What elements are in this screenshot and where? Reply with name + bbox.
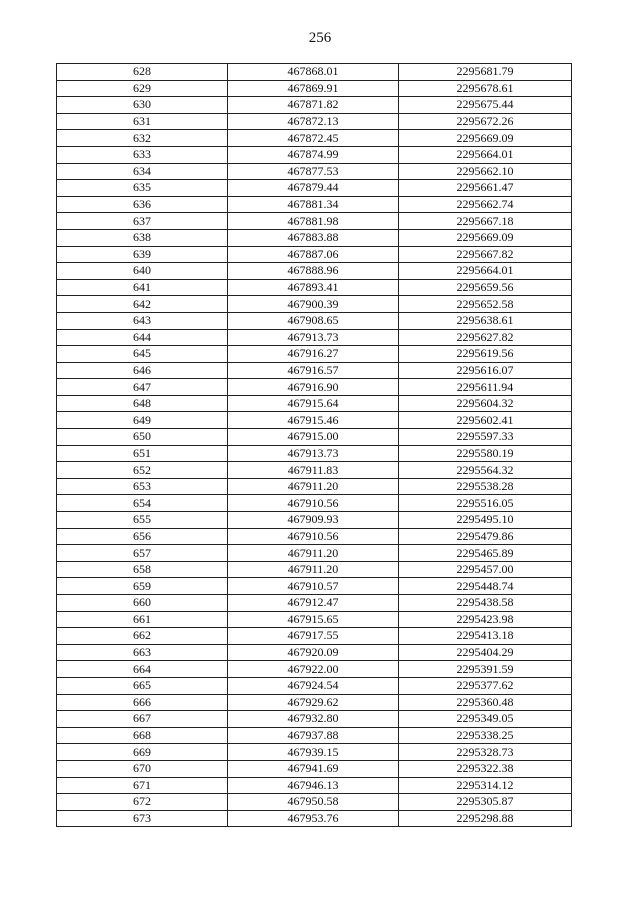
y-coordinate-cell: 2295664.01 — [399, 146, 572, 163]
x-coordinate-cell: 467883.88 — [228, 229, 399, 246]
point-number-cell: 630 — [57, 97, 228, 114]
y-coordinate-cell: 2295349.05 — [399, 711, 572, 728]
table-row — [57, 545, 572, 562]
y-coordinate-cell: 2295479.86 — [399, 528, 572, 545]
table-row — [57, 495, 572, 512]
point-number-cell: 649 — [57, 412, 228, 429]
x-coordinate-cell: 467929.62 — [228, 694, 399, 711]
point-number-cell: 645 — [57, 346, 228, 363]
x-coordinate-cell: 467939.15 — [228, 744, 399, 761]
x-coordinate-cell: 467910.57 — [228, 578, 399, 595]
table-row — [57, 794, 572, 811]
point-number-cell: 637 — [57, 213, 228, 230]
y-coordinate-cell: 2295538.28 — [399, 478, 572, 495]
x-coordinate-cell: 467911.83 — [228, 462, 399, 479]
page-number: 256 — [308, 30, 332, 46]
table-row — [57, 279, 572, 296]
x-coordinate-cell: 467913.73 — [228, 329, 399, 346]
table-row — [57, 528, 572, 545]
y-coordinate-cell: 2295597.33 — [399, 429, 572, 446]
point-number-cell: 657 — [57, 545, 228, 562]
table-row — [57, 64, 572, 81]
x-coordinate-cell: 467871.82 — [228, 97, 399, 114]
table-row — [57, 677, 572, 694]
point-number-cell: 673 — [57, 810, 228, 827]
y-coordinate-cell: 2295580.19 — [399, 445, 572, 462]
coordinates-table — [56, 63, 572, 827]
table-row — [57, 561, 572, 578]
x-coordinate-cell: 467922.00 — [228, 661, 399, 678]
point-number-cell: 628 — [57, 64, 228, 81]
table-row — [57, 246, 572, 263]
x-coordinate-cell: 467911.20 — [228, 561, 399, 578]
table-row — [57, 346, 572, 363]
y-coordinate-cell: 2295516.05 — [399, 495, 572, 512]
table-row — [57, 180, 572, 197]
point-number-cell: 636 — [57, 196, 228, 213]
y-coordinate-cell: 2295604.32 — [399, 395, 572, 412]
point-number-cell: 642 — [57, 296, 228, 313]
y-coordinate-cell: 2295611.94 — [399, 379, 572, 396]
y-coordinate-cell: 2295667.18 — [399, 213, 572, 230]
table-row — [57, 163, 572, 180]
x-coordinate-cell: 467874.99 — [228, 146, 399, 163]
table-row — [57, 462, 572, 479]
y-coordinate-cell: 2295314.12 — [399, 777, 572, 794]
table-row — [57, 312, 572, 329]
y-coordinate-cell: 2295669.09 — [399, 229, 572, 246]
y-coordinate-cell: 2295338.25 — [399, 727, 572, 744]
x-coordinate-cell: 467924.54 — [228, 677, 399, 694]
point-number-cell: 644 — [57, 329, 228, 346]
point-number-cell: 669 — [57, 744, 228, 761]
x-coordinate-cell: 467937.88 — [228, 727, 399, 744]
x-coordinate-cell: 467920.09 — [228, 644, 399, 661]
point-number-cell: 639 — [57, 246, 228, 263]
y-coordinate-cell: 2295457.00 — [399, 561, 572, 578]
x-coordinate-cell: 467941.69 — [228, 760, 399, 777]
point-number-cell: 661 — [57, 611, 228, 628]
table-row — [57, 512, 572, 529]
table-row — [57, 595, 572, 612]
y-coordinate-cell: 2295298.88 — [399, 810, 572, 827]
y-coordinate-cell: 2295602.41 — [399, 412, 572, 429]
x-coordinate-cell: 467912.47 — [228, 595, 399, 612]
x-coordinate-cell: 467909.93 — [228, 512, 399, 529]
point-number-cell: 631 — [57, 113, 228, 130]
x-coordinate-cell: 467915.64 — [228, 395, 399, 412]
point-number-cell: 655 — [57, 512, 228, 529]
point-number-cell: 646 — [57, 362, 228, 379]
table-row — [57, 760, 572, 777]
table-row — [57, 113, 572, 130]
x-coordinate-cell: 467915.00 — [228, 429, 399, 446]
point-number-cell: 652 — [57, 462, 228, 479]
y-coordinate-cell: 2295652.58 — [399, 296, 572, 313]
x-coordinate-cell: 467908.65 — [228, 312, 399, 329]
y-coordinate-cell: 2295322.38 — [399, 760, 572, 777]
y-coordinate-cell: 2295495.10 — [399, 512, 572, 529]
y-coordinate-cell: 2295664.01 — [399, 263, 572, 280]
point-number-cell: 668 — [57, 727, 228, 744]
point-number-cell: 660 — [57, 595, 228, 612]
x-coordinate-cell: 467910.56 — [228, 528, 399, 545]
point-number-cell: 667 — [57, 711, 228, 728]
y-coordinate-cell: 2295619.56 — [399, 346, 572, 363]
table-row — [57, 445, 572, 462]
x-coordinate-cell: 467879.44 — [228, 180, 399, 197]
point-number-cell: 651 — [57, 445, 228, 462]
y-coordinate-cell: 2295659.56 — [399, 279, 572, 296]
y-coordinate-cell: 2295662.74 — [399, 196, 572, 213]
x-coordinate-cell: 467869.91 — [228, 80, 399, 97]
y-coordinate-cell: 2295360.48 — [399, 694, 572, 711]
x-coordinate-cell: 467877.53 — [228, 163, 399, 180]
x-coordinate-cell: 467893.41 — [228, 279, 399, 296]
point-number-cell: 671 — [57, 777, 228, 794]
coordinates-table-body — [57, 64, 572, 827]
point-number-cell: 663 — [57, 644, 228, 661]
y-coordinate-cell: 2295564.32 — [399, 462, 572, 479]
y-coordinate-cell: 2295328.73 — [399, 744, 572, 761]
y-coordinate-cell: 2295678.61 — [399, 80, 572, 97]
table-row — [57, 412, 572, 429]
point-number-cell: 632 — [57, 130, 228, 147]
table-row — [57, 130, 572, 147]
x-coordinate-cell: 467887.06 — [228, 246, 399, 263]
table-row — [57, 196, 572, 213]
x-coordinate-cell: 467881.98 — [228, 213, 399, 230]
table-row — [57, 711, 572, 728]
y-coordinate-cell: 2295404.29 — [399, 644, 572, 661]
point-number-cell: 659 — [57, 578, 228, 595]
x-coordinate-cell: 467946.13 — [228, 777, 399, 794]
y-coordinate-cell: 2295675.44 — [399, 97, 572, 114]
point-number-cell: 643 — [57, 312, 228, 329]
y-coordinate-cell: 2295627.82 — [399, 329, 572, 346]
x-coordinate-cell: 467915.46 — [228, 412, 399, 429]
x-coordinate-cell: 467872.13 — [228, 113, 399, 130]
x-coordinate-cell: 467868.01 — [228, 64, 399, 81]
x-coordinate-cell: 467916.90 — [228, 379, 399, 396]
y-coordinate-cell: 2295448.74 — [399, 578, 572, 595]
table-row — [57, 296, 572, 313]
x-coordinate-cell: 467910.56 — [228, 495, 399, 512]
y-coordinate-cell: 2295438.58 — [399, 595, 572, 612]
table-row — [57, 644, 572, 661]
point-number-cell: 653 — [57, 478, 228, 495]
point-number-cell: 650 — [57, 429, 228, 446]
table-row — [57, 810, 572, 827]
point-number-cell: 647 — [57, 379, 228, 396]
table-row — [57, 146, 572, 163]
table-row — [57, 80, 572, 97]
point-number-cell: 629 — [57, 80, 228, 97]
y-coordinate-cell: 2295669.09 — [399, 130, 572, 147]
point-number-cell: 666 — [57, 694, 228, 711]
y-coordinate-cell: 2295667.82 — [399, 246, 572, 263]
point-number-cell: 664 — [57, 661, 228, 678]
y-coordinate-cell: 2295413.18 — [399, 628, 572, 645]
point-number-cell: 672 — [57, 794, 228, 811]
x-coordinate-cell: 467953.76 — [228, 810, 399, 827]
table-row — [57, 395, 572, 412]
y-coordinate-cell: 2295423.98 — [399, 611, 572, 628]
x-coordinate-cell: 467915.65 — [228, 611, 399, 628]
table-row — [57, 777, 572, 794]
y-coordinate-cell: 2295681.79 — [399, 64, 572, 81]
point-number-cell: 658 — [57, 561, 228, 578]
table-row — [57, 213, 572, 230]
table-row — [57, 379, 572, 396]
x-coordinate-cell: 467950.58 — [228, 794, 399, 811]
table-row — [57, 727, 572, 744]
point-number-cell: 638 — [57, 229, 228, 246]
table-row — [57, 362, 572, 379]
y-coordinate-cell: 2295465.89 — [399, 545, 572, 562]
x-coordinate-cell: 467911.20 — [228, 545, 399, 562]
x-coordinate-cell: 467913.73 — [228, 445, 399, 462]
y-coordinate-cell: 2295672.26 — [399, 113, 572, 130]
x-coordinate-cell: 467881.34 — [228, 196, 399, 213]
point-number-cell: 656 — [57, 528, 228, 545]
x-coordinate-cell: 467872.45 — [228, 130, 399, 147]
x-coordinate-cell: 467900.39 — [228, 296, 399, 313]
point-number-cell: 662 — [57, 628, 228, 645]
y-coordinate-cell: 2295638.61 — [399, 312, 572, 329]
table-row — [57, 661, 572, 678]
table-row — [57, 611, 572, 628]
point-number-cell: 665 — [57, 677, 228, 694]
table-row — [57, 429, 572, 446]
table-row — [57, 263, 572, 280]
table-row — [57, 97, 572, 114]
point-number-cell: 634 — [57, 163, 228, 180]
table-row — [57, 478, 572, 495]
x-coordinate-cell: 467932.80 — [228, 711, 399, 728]
table-row — [57, 628, 572, 645]
point-number-cell: 640 — [57, 263, 228, 280]
x-coordinate-cell: 467916.57 — [228, 362, 399, 379]
table-row — [57, 229, 572, 246]
x-coordinate-cell: 467911.20 — [228, 478, 399, 495]
y-coordinate-cell: 2295391.59 — [399, 661, 572, 678]
y-coordinate-cell: 2295661.47 — [399, 180, 572, 197]
x-coordinate-cell: 467917.55 — [228, 628, 399, 645]
point-number-cell: 635 — [57, 180, 228, 197]
table-row — [57, 329, 572, 346]
y-coordinate-cell: 2295305.87 — [399, 794, 572, 811]
table-row — [57, 694, 572, 711]
x-coordinate-cell: 467888.96 — [228, 263, 399, 280]
point-number-cell: 641 — [57, 279, 228, 296]
y-coordinate-cell: 2295662.10 — [399, 163, 572, 180]
point-number-cell: 654 — [57, 495, 228, 512]
x-coordinate-cell: 467916.27 — [228, 346, 399, 363]
y-coordinate-cell: 2295616.07 — [399, 362, 572, 379]
point-number-cell: 670 — [57, 760, 228, 777]
point-number-cell: 648 — [57, 395, 228, 412]
table-row — [57, 578, 572, 595]
table-row — [57, 744, 572, 761]
y-coordinate-cell: 2295377.62 — [399, 677, 572, 694]
point-number-cell: 633 — [57, 146, 228, 163]
